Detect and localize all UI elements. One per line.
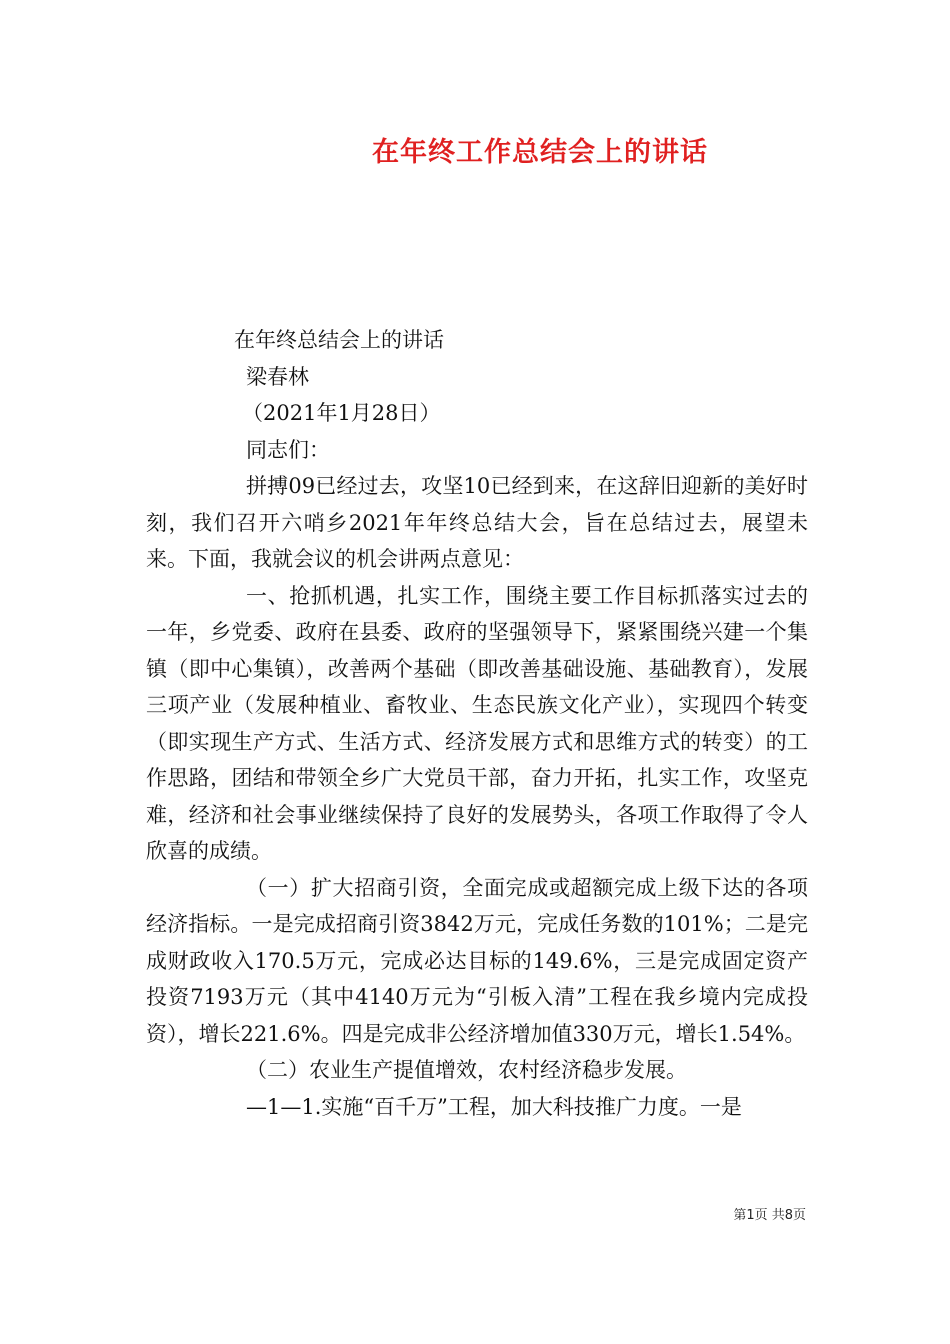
- page-indicator: 第1页 共8页: [733, 1208, 806, 1223]
- document-title: 在年终工作总结会上的讲话: [372, 137, 708, 168]
- salutation: 同志们：: [246, 437, 330, 462]
- paragraph-section-one: 一、抢抓机遇，扎实工作，围绕主要工作目标抓落实过去的一年，乡党委、政府在县委、政府的坚强领导下，紧紧围绕兴建一个集镇（即中心集镇），改善两个基础（即改善基础设施、基础教育），发展三项产业（发展种植业、畜牧业、生态民族文化产业），实现四个转变（即实现生产方式、生活方式、经济发展方式和思维方式的转变）的工作思路，团结和带领全乡广大党员干部，奋力开拓，扎实工作，攻坚克难，经济和社会事业继续保持了良好的发展势头，各项工作取得了令人欣喜的成绩。: [146, 583, 808, 863]
- document-body: [146, 322, 808, 1125]
- paragraph-agriculture-heading: （二）农业生产提值增效，农村经济稳步发展。: [246, 1058, 687, 1082]
- speaker-name: 梁春林: [246, 364, 309, 389]
- speech-title: 在年终总结会上的讲话: [234, 328, 444, 352]
- paragraph-opening: 拼搏09已经过去，攻坚10已经到来，在这辞旧迎新的美好时刻，我们召开六哨乡2021年年终总结大会，旨在总结过去，展望未来。下面，我就会议的机会讲两点意见：: [146, 474, 808, 571]
- paragraph-agriculture-item: —1—1.实施“百千万”工程，加大科技推广力度。一是: [246, 1094, 742, 1119]
- paragraph-investment: （一）扩大招商引资，全面完成或超额完成上级下达的各项经济指标。一是完成招商引资3842万元，完成任务数的101%；二是完成财政收入170.5万元，完成必达目标的149.6%，三是完成固定资产投资7193万元（其中4140万元为“引板入清”工程在我乡境内完成投资），增长221.6%。四是完成非公经济增加值330万元，增长1.54%。: [146, 875, 808, 1046]
- speech-date: （2021年1月28日）: [242, 401, 441, 425]
